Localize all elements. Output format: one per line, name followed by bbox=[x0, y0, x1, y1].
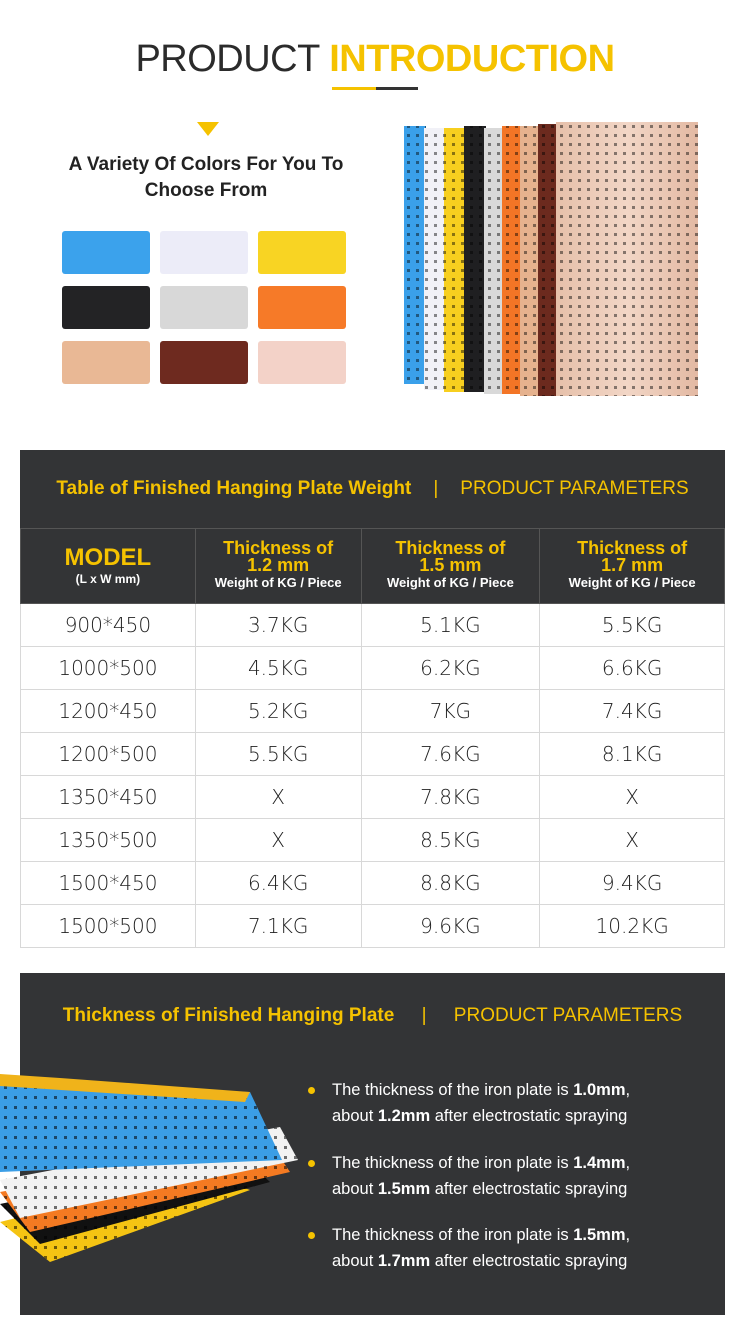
thickness-sub: Weight of KG / Piece bbox=[386, 575, 514, 590]
table-row bbox=[21, 733, 725, 776]
title-part2: INTRODUCTION bbox=[329, 38, 615, 80]
weight-cell: X bbox=[540, 819, 725, 862]
weight-cell: 6.6KG bbox=[540, 647, 725, 690]
down-triangle-icon bbox=[197, 122, 219, 136]
thickness-section-title: Thickness of Finished Hanging Plate bbox=[62, 1005, 395, 1026]
weight-cell: 5.5KG bbox=[540, 604, 725, 647]
color-swatch bbox=[258, 341, 346, 384]
table-row bbox=[21, 905, 725, 948]
color-swatch bbox=[258, 231, 346, 274]
thickness-sub: Weight of KG / Piece bbox=[214, 575, 342, 590]
header-separator: | bbox=[433, 478, 439, 499]
weight-cell: 5.5KG bbox=[195, 733, 361, 776]
model-unit: (L x W mm) bbox=[75, 572, 141, 586]
model-cell: 900*450 bbox=[21, 604, 196, 647]
model-column-header bbox=[21, 529, 196, 604]
title-underline bbox=[332, 87, 418, 90]
weight-cell: X bbox=[195, 819, 361, 862]
color-swatch bbox=[62, 286, 150, 329]
title-part1: PRODUCT bbox=[135, 38, 330, 80]
weight-cell: 7.6KG bbox=[361, 733, 540, 776]
thickness-sub: Weight of KG / Piece bbox=[568, 575, 696, 590]
thickness-section-subtitle: PRODUCT PARAMETERS bbox=[453, 1005, 683, 1026]
thickness-column-header bbox=[195, 529, 361, 604]
thickness-bullet: The thickness of the iron plate is 1.4mm, about 1.5mm after electrostatic spraying bbox=[332, 1150, 712, 1202]
weight-table-header bbox=[20, 450, 725, 528]
thickness-value: 1.5 mm bbox=[419, 555, 482, 575]
thickness-section-header bbox=[20, 1005, 725, 1027]
thickness-value: 1.7 mm bbox=[601, 555, 664, 575]
weight-table bbox=[20, 528, 725, 948]
color-swatch bbox=[160, 286, 248, 329]
table-row bbox=[21, 819, 725, 862]
thickness-title: Thickness of bbox=[577, 538, 688, 558]
thickness-value: 1.2 mm bbox=[247, 555, 310, 575]
weight-cell: X bbox=[540, 776, 725, 819]
model-cell: 1500*450 bbox=[21, 862, 196, 905]
color-swatch bbox=[160, 341, 248, 384]
table-row bbox=[21, 776, 725, 819]
color-swatch bbox=[62, 231, 150, 274]
model-cell: 1350*500 bbox=[21, 819, 196, 862]
model-cell: 1000*500 bbox=[21, 647, 196, 690]
color-swatches bbox=[62, 231, 350, 384]
weight-cell: 8.1KG bbox=[540, 733, 725, 776]
table-row bbox=[21, 647, 725, 690]
thickness-bullet: The thickness of the iron plate is 1.5mm, about 1.7mm after electrostatic spraying bbox=[332, 1222, 712, 1274]
thickness-title: Thickness of bbox=[395, 538, 506, 558]
weight-table-title: Table of Finished Hanging Plate Weight bbox=[56, 478, 412, 499]
weight-cell: 5.2KG bbox=[195, 690, 361, 733]
color-swatch bbox=[62, 341, 150, 384]
weight-cell: 5.1KG bbox=[361, 604, 540, 647]
weight-cell: 4.5KG bbox=[195, 647, 361, 690]
thickness-title: Thickness of bbox=[223, 538, 334, 558]
weight-cell: 6.4KG bbox=[195, 862, 361, 905]
header-separator: | bbox=[421, 1005, 427, 1026]
weight-cell: 8.8KG bbox=[361, 862, 540, 905]
weight-cell: 7KG bbox=[361, 690, 540, 733]
thickness-bullet: The thickness of the iron plate is 1.0mm, about 1.2mm after electrostatic spraying bbox=[332, 1077, 712, 1129]
weight-cell: 7.4KG bbox=[540, 690, 725, 733]
weight-cell: 7.1KG bbox=[195, 905, 361, 948]
pegboard-colors-image bbox=[404, 122, 700, 398]
table-header-row bbox=[21, 529, 725, 604]
weight-cell: 3.7KG bbox=[195, 604, 361, 647]
model-cell: 1350*450 bbox=[21, 776, 196, 819]
table-row bbox=[21, 604, 725, 647]
table-row bbox=[21, 690, 725, 733]
table-row bbox=[21, 862, 725, 905]
thickness-column-header bbox=[540, 529, 725, 604]
model-cell: 1500*500 bbox=[21, 905, 196, 948]
color-swatch bbox=[160, 231, 248, 274]
weight-cell: 7.8KG bbox=[361, 776, 540, 819]
weight-cell: 8.5KG bbox=[361, 819, 540, 862]
color-swatch bbox=[258, 286, 346, 329]
weight-cell: 9.6KG bbox=[361, 905, 540, 948]
weight-cell: 9.4KG bbox=[540, 862, 725, 905]
weight-cell: X bbox=[195, 776, 361, 819]
model-cell: 1200*450 bbox=[21, 690, 196, 733]
model-label: MODEL bbox=[64, 544, 152, 571]
weight-cell: 6.2KG bbox=[361, 647, 540, 690]
thickness-column-header bbox=[361, 529, 540, 604]
weight-table-subtitle: PRODUCT PARAMETERS bbox=[460, 478, 689, 499]
page-title bbox=[0, 38, 750, 81]
weight-cell: 10.2KG bbox=[540, 905, 725, 948]
stacked-plates-image bbox=[0, 1072, 310, 1272]
variety-heading: A Variety Of Colors For You To Choose From bbox=[68, 154, 344, 201]
model-cell: 1200*500 bbox=[21, 733, 196, 776]
